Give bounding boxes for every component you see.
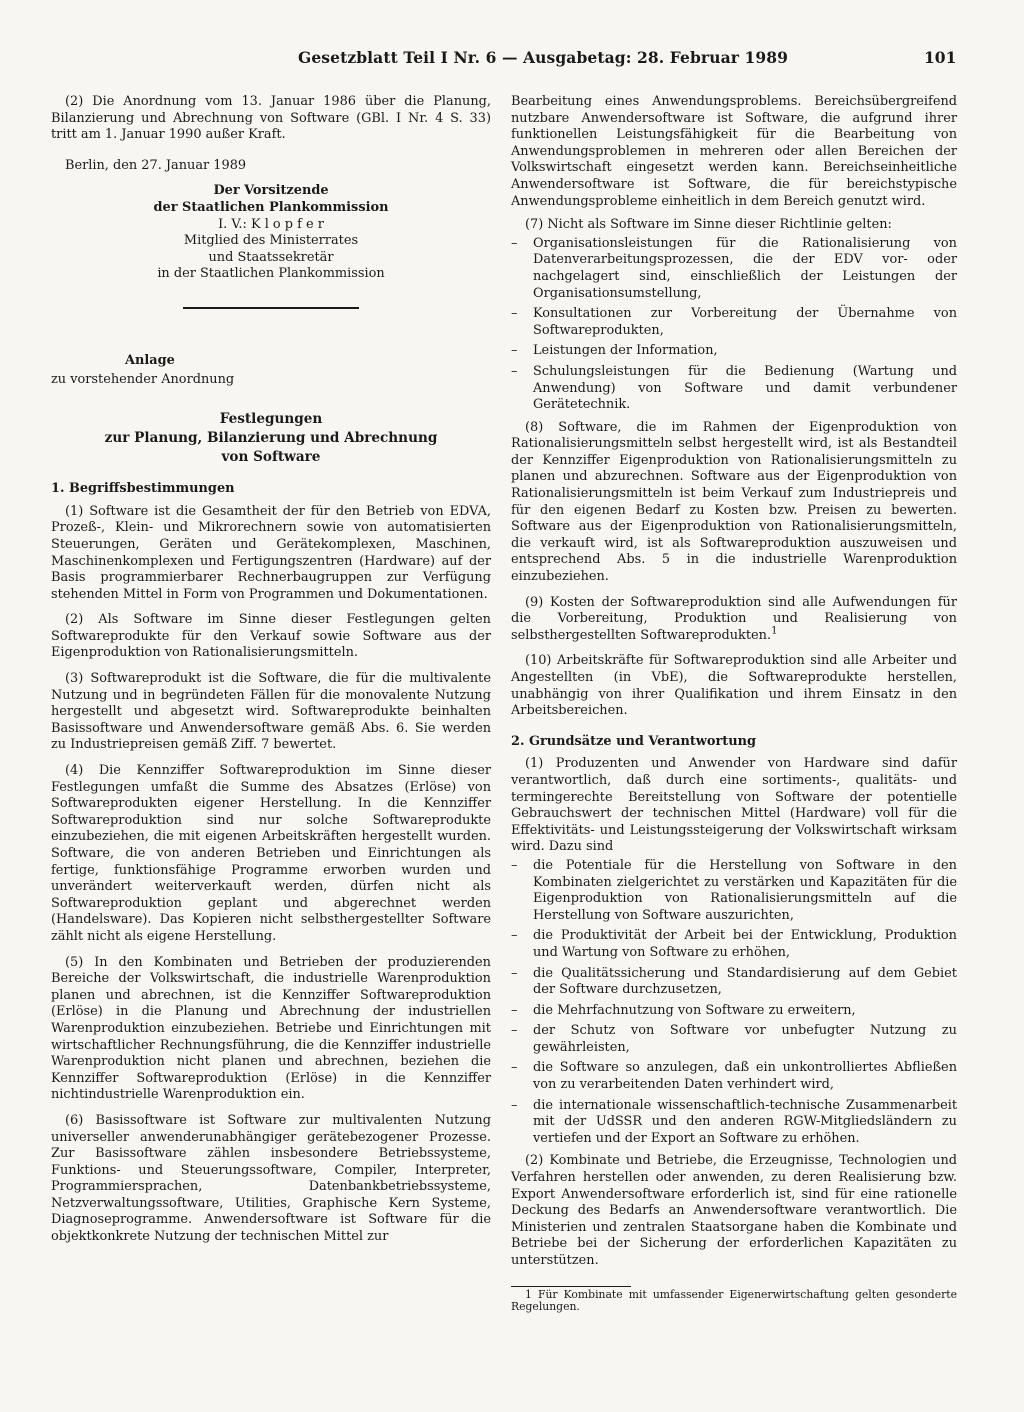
signature-role-3: in der Staatlichen Plankommission: [157, 266, 385, 282]
place-date: Berlin, den 27. Januar 1989: [65, 157, 247, 173]
list-item: – die Mehrfachnutzung von Software zu erweitern,: [511, 1003, 957, 1020]
left-column: [51, 94, 491, 1246]
list-item: – Organisationsleistungen für die Rationalisierung von Datenverarbeitungsprozessen, die der EDV vor- oder nachgelagert sind, einschließlich der Leistungen der Organisationsumstellung,: [511, 236, 957, 302]
paragraph-1-7-intro: (7) Nicht als Software im Sinne dieser Richtlinie gelten:: [525, 217, 892, 233]
signature-name: I. V.: K l o p f e r: [218, 216, 324, 232]
page-header: [0, 48, 1024, 74]
exclusion-list: [511, 236, 957, 414]
title-line-2: zur Planung, Bilanzierung und Abrechnung: [104, 430, 438, 447]
signature-block: [51, 183, 491, 283]
duties-list: [511, 858, 957, 1148]
paragraph-repeal: (2) Die Anordnung vom 13. Januar 1986 über die Planung, Bilanzierung und Abrechnung von Software (GBl. I Nr. 4 S. 33) tritt am 1. Januar 1990 außer Kraft.: [51, 94, 491, 143]
paragraph-1-1: (1) Software ist die Gesamtheit der für den Betrieb von EDVA, Prozeß-, Klein- und Mikrorechnern sowie von automatisierten Steuerungen, Geräten und Gerätekomplexen, Maschinen, Maschinenkomplexen und Fertigungszentren (Hardware) auf der Basis programmierbarer Rechnerbaugruppen zur Verfügung stehenden Mittel in Form von Programmen und Dokumentationen.: [51, 503, 491, 602]
paragraph-1-9-text: (9) Kosten der Softwareproduktion sind alle Aufwendungen für die Vorbereitung, Produktion und Realisierung von selbsthergestellten Softwareprodukten.: [511, 594, 957, 643]
paragraph-1-2: (2) Als Software im Sinne dieser Festlegungen gelten Softwareprodukte für den Verkauf sowie Software aus der Eigenproduktion von Rationalisierungsmitteln.: [51, 612, 491, 661]
footnote: 1 Für Kombinate mit umfassender Eigenerwirtschaftung gelten gesonderte Regelungen.: [511, 1287, 957, 1314]
paragraph-2-1: (1) Produzenten und Anwender von Hardware sind dafür verantwortlich, daß durch eine sortiments-, qualitäts- und termingerechte Bereitstellung von Software der potentielle Gebrauchswert der technischen Mittel (Hardware) voll für die Effektivitäts- und Leistungssteigerung der Volkswirtschaft wirksam wird. Dazu sind: [511, 756, 957, 855]
list-item: – die Potentiale für die Herstellung von Software in den Kombinaten zielgerichtet zu verstärken und Kapazitäten für die Eigenproduktion von Rationalisierungsmitteln auf die Herstellung von Software auszurichten,: [511, 858, 957, 924]
list-item: – die Software so anzulegen, daß ein unkontrolliertes Abfließen von zu verarbeitenden Daten verhindert wird,: [511, 1060, 957, 1093]
page-number: 101: [924, 48, 957, 67]
paragraph-1-8: (8) Software, die im Rahmen der Eigenproduktion von Rationalisierungsmitteln selbst hergestellt wird, ist als Bestandteil der Kennziffer Eigenproduktion von Rationalisierungsmitteln zu planen und abzurechnen. Software aus der Eigenproduktion von Rationalisierungsmitteln ist beim Verkauf zum Industriepreis und für den eigenen Bedarf zu Kosten bzw. Preisen zu bewerten. Software aus der Eigenproduktion von Rationalisierungsmitteln, die verkauft wird, ist als Softwareproduktion auszuweisen und entsprechend Abs. 5 in die industrielle Warenproduktion einzubeziehen.: [511, 419, 957, 585]
annex-subtitle: zu vorstehender Anordnung: [51, 371, 235, 387]
title-line-1: Festlegungen: [219, 411, 323, 428]
header-title: Gesetzblatt Teil I Nr. 6 — Ausgabetag: 28. Februar 1989: [298, 48, 789, 67]
list-item: – die Qualitätssicherung und Standardisierung auf dem Gebiet der Software durchzusetzen,: [511, 966, 957, 999]
paragraph-1-4: (4) Die Kennziffer Softwareproduktion im Sinne dieser Festlegungen umfaßt die Summe des Absatzes (Erlöse) von Softwareprodukten eigener Herstellung. In die Kennziffer Softwareproduktion sind nur solche Softwareprodukte einzubeziehen, die mit eigenen Arbeitskräften hergestellt wurden. Software, die von anderen Betrieben und Einrichtungen als fertige, funktionsfähige Programme erworben wurden und unverändert weiterverkauft werden, dürfen nicht als Softwareproduktion geplant und abgerechnet werden (Handelsware). Das Kopieren nicht selbsthergestellter Software zählt nicht als eigene Herstellung.: [51, 763, 491, 944]
footnote-divider: [511, 1286, 631, 1287]
paragraph-1-5: (5) In den Kombinaten und Betrieben der produzierenden Bereiche der Volkswirtschaft, die industrielle Warenproduktion planen und abrechnen, ist die Kennziffer Softwareproduktion (Erlöse) in die Planung und Abrechnung der industriellen Warenproduktion einzubeziehen. Betriebe und Einrichtungen mit wirtschaftlicher Rechnungsführung, die die Kennziffer industrielle Warenproduktion nicht planen und abrechnen, beziehen die Kennziffer Softwareproduktion (Erlöse) in die Kennziffer nichtindustrielle Warenproduktion ein.: [51, 954, 491, 1103]
footnote-marker: 1: [771, 625, 778, 637]
title-line-3: von Software: [221, 449, 321, 466]
list-item: – Schulungsleistungen für die Bedienung (Wartung und Anwendung) von Software und damit verbundener Gerätetechnik.: [511, 364, 957, 414]
paragraph-1-6-continued: Bearbeitung eines Anwendungsproblems. Bereichsübergreifend nutzbare Anwendersoftware ist Software, die aufgrund ihrer funktionellen Leistungsfähigkeit für die Bearbeitung von Anwendungsproblemen in mehreren oder allen Bereichen der Volkswirtschaft eingesetzt werden kann. Bereichseinheitliche Anwendersoftware ist Software, die für bereichstypische Anwendungsprobleme einheitlich in dem Bereich genutzt wird.: [511, 94, 957, 209]
document-title: [51, 410, 491, 467]
paragraph-1-9: [511, 595, 957, 645]
list-item: – die Produktivität der Arbeit bei der Entwicklung, Produktion und Wartung von Software zu erhöhen,: [511, 928, 957, 961]
list-item: – die internationale wissenschaftlich-technische Zusammenarbeit mit der UdSSR und den anderen RGW-Mitgliedsländern zu vertiefen und der Export an Software zu erhöhen.: [511, 1098, 957, 1148]
list-item: – Leistungen der Information,: [511, 343, 957, 360]
list-item: – Konsultationen zur Vorbereitung der Übernahme von Softwareprodukten,: [511, 306, 957, 339]
right-column: [511, 94, 957, 1314]
section-heading-1: 1. Begriffsbestimmungen: [51, 481, 235, 497]
list-item: – der Schutz von Software vor unbefugter Nutzung zu gewährleisten,: [511, 1023, 957, 1056]
signature-office: der Staatlichen Plankommission: [153, 199, 389, 215]
section-heading-2: 2. Grundsätze und Verantwortung: [511, 733, 757, 749]
annex-heading: Anlage: [125, 352, 175, 368]
divider-rule: [183, 307, 359, 309]
signature-role-1: Mitglied des Ministerrates: [183, 233, 359, 249]
paragraph-1-6: (6) Basissoftware ist Software zur multivalenten Nutzung universeller anwenderunabhängiger gerätebezogener Prozesse. Zur Basissoftware zählen insbesondere Betriebssysteme, Funktions- und Steuerungssoftware, Compiler, Interpreter, Programmiersprachen, Datenbankbetriebssysteme, Netzverwaltungssoftware, Utilities, Graphische Kern Systeme, Diagnoseprogramme. Anwendersoftware ist Software für die objektkonkrete Nutzung der technischen Mittel zur: [51, 1112, 491, 1245]
paragraph-1-10: (10) Arbeitskräfte für Softwareproduktion sind alle Arbeiter und Angestellten (in VbE), die Softwareprodukte herstellen, unabhängig von ihrer Qualifikation und ihrem Einsatz in den Arbeitsbereichen.: [511, 653, 957, 719]
paragraph-1-3: (3) Softwareprodukt ist die Software, die für die multivalente Nutzung und in begründeten Fällen für die monovalente Nutzung hergestellt und abgesetzt wird. Softwareprodukte beinhalten Basissoftware und Anwendersoftware gemäß Abs. 6. Sie werden zu Industriepreisen gemäß Ziff. 7 bewertet.: [51, 671, 491, 753]
signature-role-2: und Staatssekretär: [208, 249, 334, 265]
signature-title: Der Vorsitzende: [213, 183, 329, 199]
paragraph-2-2: (2) Kombinate und Betriebe, die Erzeugnisse, Technologien und Verfahren herstellen oder anwenden, zu deren Realisierung bzw. Export Anwendersoftware erforderlich ist, sind für eine rationelle Deckung des Bedarfs an Anwendersoftware verantwortlich. Die Ministerien und zentralen Staatsorgane haben die Kombinate und Betriebe bei der Sicherung der erforderlichen Kapazitäten zu unterstützen.: [511, 1153, 957, 1268]
